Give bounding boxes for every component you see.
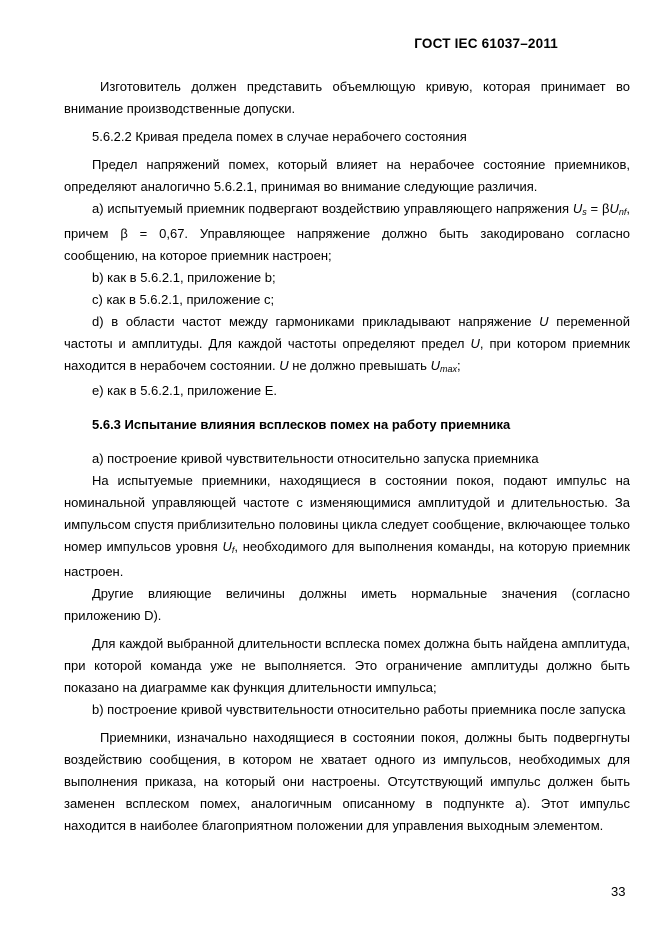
item-a-text-1: а) испытуемый приемник подвергают воздействию управляющего напряжения <box>92 201 573 216</box>
list-item-e: e) как в 5.6.2.1, приложение E. <box>92 383 278 398</box>
subscript-nf: nf <box>618 207 627 217</box>
symbol-u: U <box>539 314 549 329</box>
list-item-a <box>64 198 630 267</box>
list-item-b-sensitivity: b) построение кривой чувствительности относительно работы приемника после запуска <box>92 702 626 717</box>
symbol-u: U <box>470 336 480 351</box>
symbol-u: U <box>430 358 440 373</box>
paragraph-test-pulse <box>64 470 630 583</box>
clause-5-6-2-2-heading: 5.6.2.2 Кривая предела помех в случае нерабочего состояния <box>92 129 467 144</box>
pulse-text-1: На испытуемые приемники, находящиеся в состоянии покоя, подают импульс на номинальной управляющей частоте с изменяющимися амплитудой и длительностью. За импульсом спустя приблизительно половины цикла следует сообщение, включающее только номер импульсов уровня <box>64 473 630 554</box>
list-item-c: c) как в 5.6.2.1, приложение c; <box>92 292 275 307</box>
page-number: 33 <box>611 884 626 899</box>
list-item-b: b) как в 5.6.2.1, приложение b; <box>92 270 276 285</box>
paragraph-manufacturer: Изготовитель должен представить объемлющую кривую, которая принимает во внимание производственные допуски. <box>64 79 630 116</box>
item-a-text-2: , причем β = 0,67. Управляющее напряжение должно быть закодировано согласно сообщению, на которое приемник настроен; <box>64 201 630 263</box>
item-d-text-3: , при котором приемник находится в нерабочем состоянии. <box>64 336 630 373</box>
paragraph-amplitude-limit: Для каждой выбранной длительности всплеска помех должна быть найдена амплитуда, при которой команда уже не выполняется. Это ограничение амплитуды должно быть показано на диаграмме как функция длительности импульса; <box>64 636 630 695</box>
item-d-text-2: переменной частоты и амплитуды. Для каждой частоты определяют предел <box>64 314 630 351</box>
item-d-text-4: не должно превышать <box>288 358 431 373</box>
item-d-text-5: ; <box>456 358 461 373</box>
symbol-u: U <box>279 358 289 373</box>
document-body <box>64 76 630 837</box>
item-d-text-1: d) в области частот между гармониками прикладывают напряжение <box>92 314 540 329</box>
item-a-equals: = β <box>586 201 610 216</box>
paragraph-influence-values: Другие влияющие величины должны иметь нормальные значения (согласно приложению D). <box>64 586 630 623</box>
paragraph-receivers-rest: Приемники, изначально находящиеся в состоянии покоя, должны быть подвергнуты воздействию сообщения, в котором не хватает одного из импульсов, необходимых для выполнения приказа, на который они настроены. Отсутствующий импульс должен быть заменен всплеском помех, аналогичным описанному в подпункте а). Этот импульс находится в наиболее благоприятном положении для управления выходным элементом. <box>64 730 630 833</box>
symbol-u: U <box>222 539 232 554</box>
paragraph-interference-limit: Предел напряжений помех, который влияет на нерабочее состояние приемников, определяют аналогично 5.6.2.1, принимая во внимание следующие различия. <box>64 157 630 194</box>
symbol-u: U <box>572 201 583 216</box>
list-item-d <box>64 311 630 380</box>
list-item-a-sensitivity: а) построение кривой чувствительности относительно запуска приемника <box>92 451 539 466</box>
subscript-f: f <box>231 545 235 555</box>
clause-5-6-3-heading: 5.6.3 Испытание влияния всплесков помех на работу приемника <box>92 417 511 432</box>
subscript-max: max <box>439 364 457 374</box>
symbol-u: U <box>609 201 619 216</box>
document-header: ГОСТ IEC 61037–2011 <box>414 36 558 51</box>
subscript-s: s <box>582 207 587 217</box>
pulse-text-2: , необходимого для выполнения команды, на которую приемник настроен. <box>64 539 630 579</box>
